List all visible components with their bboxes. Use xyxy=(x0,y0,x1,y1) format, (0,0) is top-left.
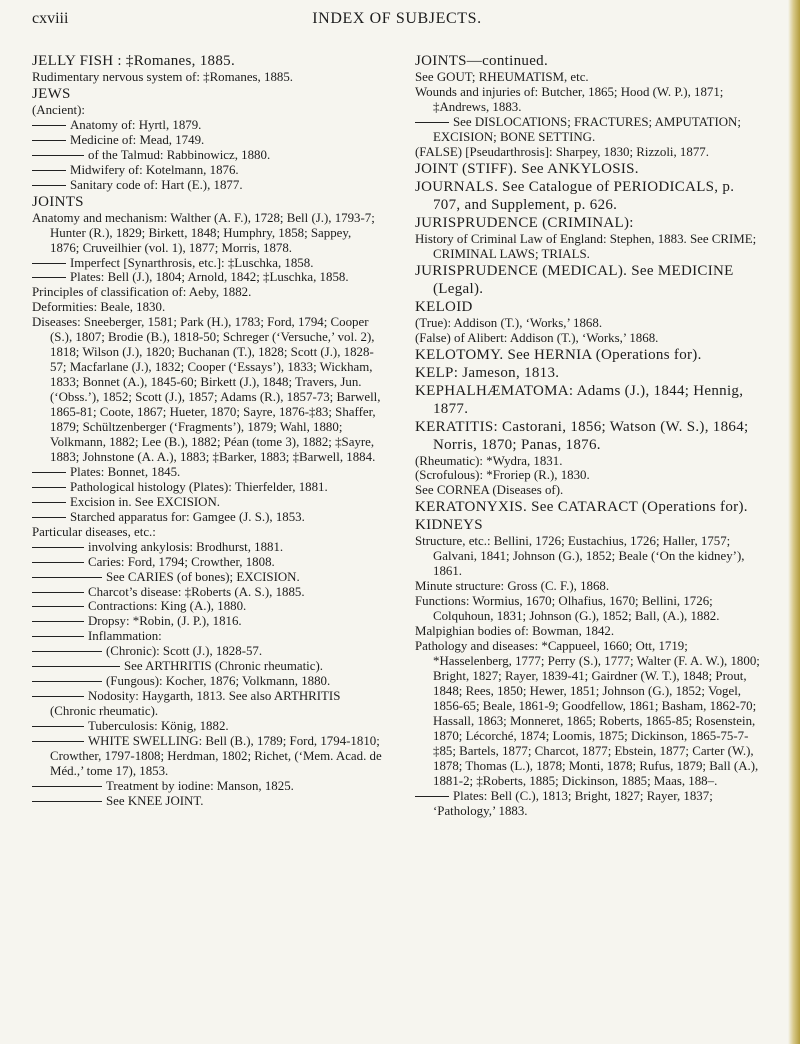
index-entry-text: Caries: Ford, 1794; Crowther, 1808. xyxy=(88,554,275,569)
index-entry-text: Charcot’s disease: ‡Roberts (A. S.), 1885. xyxy=(88,584,305,599)
index-entry-text: Deformities: Beale, 1830. xyxy=(32,300,166,315)
index-entry xyxy=(415,85,765,115)
index-heading-entry xyxy=(32,52,382,70)
index-column-right xyxy=(415,52,765,819)
index-entry-text: Plates: Bell (J.), 1804; Arnold, 1842; ‡Luschka, 1858. xyxy=(70,270,349,285)
index-entry xyxy=(415,579,765,594)
index-entry xyxy=(415,145,765,160)
index-entry-text: Dropsy: *Robin, (J. P.), 1816. xyxy=(88,614,242,629)
index-entry-text: KELOTOMY. See HERNIA (Operations for). xyxy=(415,346,702,363)
continuation-dash xyxy=(415,122,449,123)
index-entry xyxy=(32,659,382,674)
index-entry xyxy=(32,794,382,809)
index-heading-entry xyxy=(415,418,765,454)
index-entry-text: Anatomy of: Hyrtl, 1879. xyxy=(70,117,202,132)
index-heading-entry xyxy=(415,178,765,214)
index-entry-text: Diseases: Sneeberger, 1581; Park (H.), 1783; Ford, 1794; Cooper (S.), 1807; Brodie (B.), 1818-50; Schreger (‘Versuche,’ vol. 2), 1818; Wilson (J.), 1820; Buchanan (T.), 1828; Scott (J.), 1828-57; Macfarlane (J.), 1832; Cooper (‘Essays’), 1833; Wickham, 1833; Bonnet (A.), 1845-60; Birkett (J.), 1848; Travers, Jun. (‘Obss.’), 1852; Scott (J.), 1857; Adams (R.), 1857-73; Barwell, 1865-81; Coote, 1867; Hueter, 1870; Sayre, 1876-‡83; Shaffer, 1879; Schültzenberger (‘Fragments’), 1879; Wahl, 1880; Volkmann, 1882; Lee (B.), 1882; Péan (tome 3), 1882; ‡Sayre, 1883; Johnstone (A. A.), 1883; ‡Barker, 1883; ‡Barwell, 1884. xyxy=(32,315,381,464)
continuation-dash xyxy=(32,502,66,503)
index-heading-entry xyxy=(415,160,765,178)
index-entry xyxy=(415,70,765,85)
index-entry-text: Sanitary code of: Hart (E.), 1877. xyxy=(70,177,243,192)
index-entry xyxy=(415,534,765,579)
continuation-dash xyxy=(32,547,84,548)
index-entry-text: Midwifery of: Kotelmann, 1876. xyxy=(70,162,239,177)
index-entry-text: JOINT (STIFF). See ANKYLOSIS. xyxy=(415,160,639,177)
index-entry xyxy=(32,555,382,570)
index-entry-text: Tuberculosis: König, 1882. xyxy=(88,719,229,734)
index-entry-text: JOINTS xyxy=(32,193,84,210)
index-entry xyxy=(32,599,382,614)
index-heading-entry xyxy=(415,298,765,316)
index-entry xyxy=(32,480,382,495)
page-title: INDEX OF SUBJECTS. xyxy=(312,10,482,27)
index-entry-text: involving ankylosis: Brodhurst, 1881. xyxy=(88,539,284,554)
index-entry-text: Rudimentary nervous system of: ‡Romanes, 1885. xyxy=(32,70,294,84)
index-entry-text: Functions: Wormius, 1670; Olhafius, 1670; Bellini, 1726; Colquhoun, 1831; Johnson (G.), 1852; Ball, (A.), 1882. xyxy=(415,594,720,624)
index-entry xyxy=(32,495,382,510)
index-entry-text: KELOID xyxy=(415,298,473,315)
index-entry-text: of the Talmud: Rabbinowicz, 1880. xyxy=(88,147,271,162)
index-heading-entry xyxy=(32,193,382,211)
page-number: cxviii xyxy=(32,10,69,27)
index-entry xyxy=(32,211,382,256)
index-entry-text: (Ancient): xyxy=(32,102,85,117)
index-entry-text: See ARTHRITIS (Chronic rheumatic). xyxy=(124,659,323,674)
index-entry xyxy=(32,734,382,779)
index-heading-entry xyxy=(415,382,765,418)
index-entry-text: Medicine of: Mead, 1749. xyxy=(70,132,205,147)
continuation-dash xyxy=(32,155,84,156)
continuation-dash xyxy=(32,277,66,278)
index-entry xyxy=(32,614,382,629)
index-entry xyxy=(415,594,765,624)
index-entry xyxy=(32,585,382,600)
index-entry-text: (Fungous): Kocher, 1876; Volkmann, 1880. xyxy=(106,674,331,689)
index-entry-text: Anatomy and mechanism: Walther (A. F.), 1728; Bell (J.), 1793-7; Hunter (R.), 1829; Birkett, 1848; Humphry, 1858; Sappey, 1876; Cruveilhier (vol. 1), 1877; Morris, 1878. xyxy=(32,210,375,255)
index-entry-text: JELLY FISH : ‡Romanes, 1885. xyxy=(32,53,236,69)
index-entry xyxy=(415,624,765,639)
continuation-dash xyxy=(32,741,84,742)
index-entry xyxy=(415,468,765,483)
index-entry-text: Plates: Bell (C.), 1813; Bright, 1827; Rayer, 1837; ‘Pathology,’ 1883. xyxy=(433,788,713,818)
index-entry xyxy=(32,256,382,271)
index-entry xyxy=(415,331,765,346)
index-entry xyxy=(32,689,382,719)
index-column-left xyxy=(32,52,382,809)
index-heading-entry xyxy=(32,85,382,103)
index-entry-text: WHITE SWELLING: Bell (B.), 1789; Ford, 1794-1810; Crowther, 1797-1808; Herdman, 1802; Richet, (‘Mem. Acad. de Méd.,’ tome 17), 1853. xyxy=(50,734,382,778)
continuation-dash xyxy=(32,592,84,593)
index-entry xyxy=(32,779,382,794)
continuation-dash xyxy=(32,726,84,727)
index-entry-text: See DISLOCATIONS; FRACTURES; AMPUTATION; EXCISION; BONE SETTING. xyxy=(433,114,741,144)
continuation-dash xyxy=(32,636,84,637)
index-entry xyxy=(32,570,382,585)
index-entry-text: See KNEE JOINT. xyxy=(106,793,204,808)
index-entry xyxy=(32,163,382,178)
index-entry-text: Structure, etc.: Bellini, 1726; Eustachius, 1726; Haller, 1757; Galvani, 1841; Johnson (G.), 1852; Beale (‘On the kidney’), 1861. xyxy=(415,534,745,579)
index-entry xyxy=(32,148,382,163)
index-entry xyxy=(32,285,382,300)
index-entry xyxy=(32,719,382,734)
page-header xyxy=(32,10,762,32)
continuation-dash xyxy=(32,666,120,667)
index-entry-text: JURISPRUDENCE (MEDICAL). See MEDICINE (Legal). xyxy=(415,262,734,297)
continuation-dash xyxy=(32,140,66,141)
index-entry-text: (Scrofulous): *Froriep (R.), 1830. xyxy=(415,468,590,483)
continuation-dash xyxy=(32,606,84,607)
index-entry xyxy=(32,674,382,689)
index-heading-entry xyxy=(415,262,765,298)
continuation-dash xyxy=(32,562,84,563)
continuation-dash xyxy=(32,517,66,518)
index-entry-text: Particular diseases, etc.: xyxy=(32,524,156,539)
index-entry-text: KERATITIS: Castorani, 1856; Watson (W. S.), 1864; Norris, 1870; Panas, 1876. xyxy=(415,418,749,453)
continuation-dash xyxy=(32,801,102,802)
index-entry-text: Malpighian bodies of: Bowman, 1842. xyxy=(415,624,615,639)
index-entry-text: Contractions: King (A.), 1880. xyxy=(88,599,247,614)
index-entry xyxy=(415,639,765,789)
index-entry-text: Pathological histology (Plates): Thierfelder, 1881. xyxy=(70,479,328,494)
index-entry-text: See GOUT; RHEUMATISM, etc. xyxy=(415,70,589,84)
index-heading-entry xyxy=(415,214,765,232)
index-entry-text: (True): Addison (T.), ‘Works,’ 1868. xyxy=(415,315,603,330)
index-entry-text: JOURNALS. See Catalogue of PERIODICALS, p. 707, and Supplement, p. 626. xyxy=(415,178,735,213)
index-entry xyxy=(32,178,382,193)
index-entry-text: Pathology and diseases: *Cappueel, 1660; Ott, 1719; *Hasselenberg, 1777; Perry (S.), 1777; Walter (F. A. W.), 1800; Bright, 1827; Rayer, 1839-41; Gairdner (W. T.), 1848; Prout, 1848; Rees, 1850; Hewer, 1851; Johnson (G.), 1852; Vogel, 1856-65; Beale, 1861-9; Goodfellow, 1861; Basham, 1862-70; Hassall, 1863; Monneret, 1865; Roberts, 1865-85; Rosenstein, 1870; Lécorché, 1874; Loomis, 1875; Dickinson, 1865-75-7-‡85; Bartels, 1877; Charcot, 1877; Ebstein, 1877; Carter (W.), 1878; Thomas (L.), 1878; Monti, 1878; Rufus, 1879; Ball (A.), 1881-2; ‡Roberts, 1885; Dickinson, 1885; Maas, 188–. xyxy=(415,639,760,788)
continuation-dash xyxy=(32,170,66,171)
index-entry-text: Imperfect [Synarthrosis, etc.]: ‡Luschka, 1858. xyxy=(70,255,314,270)
continuation-dash xyxy=(32,651,102,652)
continuation-dash xyxy=(32,263,66,264)
index-entry xyxy=(32,300,382,315)
index-entry xyxy=(415,789,765,819)
index-entry xyxy=(32,465,382,480)
continuation-dash xyxy=(32,621,84,622)
index-entry-text: Nodosity: Haygarth, 1813. See also ARTHRITIS (Chronic rheumatic). xyxy=(50,689,341,719)
continuation-dash xyxy=(32,696,84,697)
index-entry-text: (False) of Alibert: Addison (T.), ‘Works,’ 1868. xyxy=(415,330,659,345)
index-heading-entry xyxy=(415,52,765,70)
index-heading-entry xyxy=(415,364,765,382)
index-entry xyxy=(32,315,382,465)
index-entry xyxy=(32,118,382,133)
index-entry xyxy=(32,644,382,659)
index-entry-text: (Rheumatic): *Wydra, 1831. xyxy=(415,453,563,468)
index-entry xyxy=(415,454,765,469)
index-entry xyxy=(415,115,765,145)
continuation-dash xyxy=(32,577,102,578)
index-entry xyxy=(415,316,765,331)
index-entry xyxy=(32,629,382,644)
index-entry-text: JEWS xyxy=(32,85,71,102)
continuation-dash xyxy=(32,472,66,473)
index-entry xyxy=(32,270,382,285)
index-entry-text: See CARIES (of bones); EXCISION. xyxy=(106,569,300,584)
index-heading-entry xyxy=(415,346,765,364)
page-edge-binding xyxy=(788,0,800,1044)
index-entry-text: Wounds and injuries of: Butcher, 1865; Hood (W. P.), 1871; ‡Andrews, 1883. xyxy=(415,84,724,114)
index-entry xyxy=(32,540,382,555)
index-entry-text: (FALSE) [Pseudarthrosis]: Sharpey, 1830; Rizzoli, 1877. xyxy=(415,144,709,159)
index-entry-text: KEPHALHÆMATOMA: Adams (J.), 1844; Hennig, 1877. xyxy=(415,382,744,417)
index-entry xyxy=(32,133,382,148)
index-entry-text: See CORNEA (Diseases of). xyxy=(415,483,564,498)
index-entry-text: Minute structure: Gross (C. F.), 1868. xyxy=(415,579,610,594)
index-heading-entry xyxy=(415,498,765,516)
index-entry-text: Plates: Bonnet, 1845. xyxy=(70,464,181,479)
index-entry-text: Treatment by iodine: Manson, 1825. xyxy=(106,778,294,793)
index-entry-text: JURISPRUDENCE (CRIMINAL): xyxy=(415,214,634,231)
index-entry-text: KERATONYXIS. See CATARACT (Operations for). xyxy=(415,499,748,516)
index-entry-text: JOINTS—continued. xyxy=(415,53,549,69)
index-entry xyxy=(415,232,765,262)
index-entry-text: KELP: Jameson, 1813. xyxy=(415,364,560,381)
index-entry xyxy=(32,70,382,85)
index-entry xyxy=(32,510,382,525)
index-entry-text: Principles of classification of: Aeby, 1882. xyxy=(32,285,252,300)
index-entry-text: Inflammation: xyxy=(88,629,162,644)
continuation-dash xyxy=(32,681,102,682)
index-entry-text: History of Criminal Law of England: Stephen, 1883. See CRIME; CRIMINAL LAWS; TRIALS. xyxy=(415,231,757,261)
index-entry-text: Excision in. See EXCISION. xyxy=(70,494,221,509)
continuation-dash xyxy=(32,487,66,488)
continuation-dash xyxy=(32,185,66,186)
index-entry-text: (Chronic): Scott (J.), 1828-57. xyxy=(106,644,263,659)
index-entry xyxy=(415,483,765,498)
continuation-dash xyxy=(32,786,102,787)
index-entry-text: KIDNEYS xyxy=(415,517,483,534)
index-entry xyxy=(32,103,382,118)
index-entry-text: Starched apparatus for: Gamgee (J. S.), 1853. xyxy=(70,509,305,524)
index-entry xyxy=(32,525,382,540)
continuation-dash xyxy=(415,796,449,797)
continuation-dash xyxy=(32,125,66,126)
index-heading-entry xyxy=(415,516,765,534)
